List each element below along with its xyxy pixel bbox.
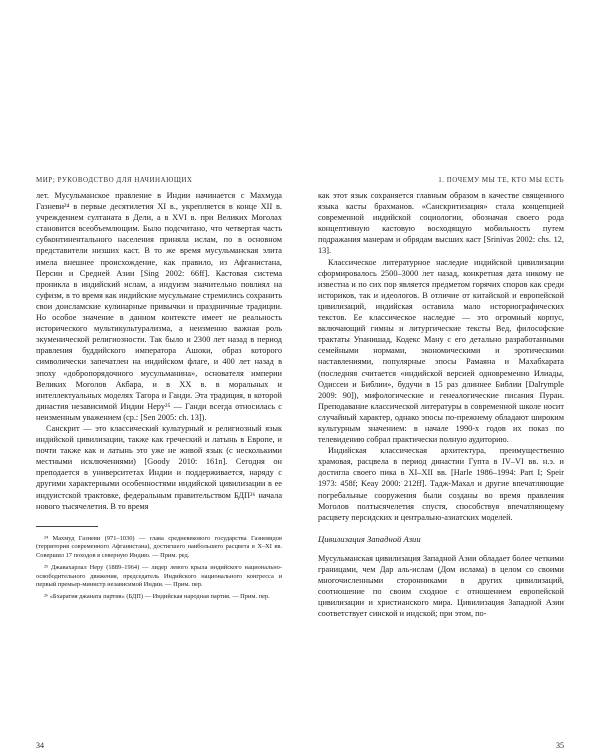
footnote-separator — [36, 526, 98, 527]
footnote-26: ²⁶ «Бхаратия джаната партия» (БДП) — Индийская народная партия. — Прим. пер. — [44, 592, 270, 600]
right-page — [318, 176, 564, 750]
footnote-25: ²⁵ Джавахарлал Неру (1889–1964) — лидер левого крыла индийского национально-освободительного движения, председатель Индийского национального конгресса и первый премьер-министр независимой Индии. — Прим. пер. — [36, 563, 282, 589]
right-paragraph-2: Классическое литературное наследие индийской цивилизации сформировалось 2500–3000 лет назад, конкретная дата никому не известна и по сих пор является предметом горячих споров как среди историков, так и идеологов. В отличие от китайской и европейской цивилизаций, индийская оставила мало историографических текстов. Ее классическое наследие — это огромный корпус, включающий гимны и литургические тексты Вед, философские трактаты Упанишад, Кодекс Ману с его детально разработанными семейными нормами, экономическими и эротическими наставлениями, популярные эпосы Рамаяна и Махабхарата (последняя считается «индийской версией одновременно Илиады, Одиссеи и Библии», будучи в 15 раз длиннее Библии [Dalrymple 2009: 90]), мифологические и генеалогические писания Пуран. Преподавание классической литературы в современной школе носит случайный характер, однако эпосы по-прежнему обладают широким культурным значением: в начале 1990-х годов их показ по телевидению собрал практически полную аудиторию. — [318, 257, 564, 445]
left-page — [36, 176, 282, 750]
right-paragraph-4: Мусульманская цивилизация Западной Азии обладает более четкими границами, чем Дар аль-ислам (Дом ислама) в целом со своими многочисленными сторонниками в других цивилизаций, соотношение по своим сходное с отношением европейской цивилизации и христианского мира. Цивилизация Западной Азии соответствует синской и индской; при этом, по- — [318, 553, 564, 619]
left-paragraph-2: Санскрит — это классический культурный и религиозный язык индийской цивилизации, также как греческий и латынь в Европе, и почти также как и латынь это уже не живой язык (с несколькими местными исключениями) [Goody 2010: 161n]. Сегодня он преподается в университетах Индии и поддерживается, наряду с другими характерными особенностями индийской цивилизации в ее индуистской трактовке, федеральным правительством БДП²⁶ начала нового тысячелетия. В то время — [36, 423, 282, 511]
right-page-number: 35 — [556, 741, 564, 750]
footnotes — [36, 535, 282, 602]
right-paragraph-1: как этот язык сохраняется главным образом в качестве священного языка касты брахманов. «Санскритизация» стала концепцией современной индийской социологии, обозначая своего рода концептивную кастовую восходящую мобильность путем подражания манерам и обрядам высших каст [Srinivas 2002: chs. 12, 13]. — [318, 191, 564, 256]
footnote-24: ²⁴ Махмуд Газневи (971–1030) — глава средневекового государства Газневидов (территория современного Афганистана), достигшего наибольшего расцвета в X–XI вв. Совершил 17 походов в северную Индию. — Прим. ред. — [36, 534, 282, 560]
left-page-number: 34 — [36, 741, 44, 750]
right-paragraph-3: Индийская классическая архитектура, преимущественно храмовая, расцвела в период династии Гупта в IV–VI вв. н.э. и достигла своего пика в XI–XII вв. [Harle 1986–1994: Part I; Speir 1973: 458f; Keay 2000: 212ff]. Тадж-Махал и другие впечатляющие погребальные сооружения были созданы во время правления Моголов полтысячелетия спустя, способствуя впечатляющему расцвету персидских и центрально-азиатских моделей. — [318, 446, 564, 522]
right-body-text — [318, 190, 564, 619]
left-running-head: МИР; РУКОВОДСТВО ДЛЯ НАЧИНАЮЩИХ — [36, 176, 193, 184]
left-paragraph-1: лет. Мусульманское правление в Индии начинается с Махмуда Газневи²⁴ в первые десятилетия XI в., укрепляется в конце XII в. учреждением султаната в Дели, а в XVI в. при Великих Моголах становится всеобъемлющим. Было подсчитано, что четвертая часть субконтинентального населения приняла ислам, по в основном представители низших каст. В то же время мусульманская элита имела внешнее происхождение, как правило, из Афганистана, Персии и Средней Азии [Sing 2002: 66ff]. Кастовая система проникла в индийский ислам, а индуизм значительно повлиял на суфизм, в то время как индийские мусульмане стремились сохранить свои доисламские кулинарные привычки и праздничные традиции. Но особое значение в данном контексте имеет не реальность исторического мультикультурализма, а неизменно важная роль экуменической религиозности. Так было и 2300 лет назад в период правления буддийского императора Ашоки, образ которого символически запечатлен на индийском флаге, и 400 лет назад в эпоху «добропорядочного мусульманина», основателя империи Великих Моголов Акбара, и в XX в. в моральных и интеллектуальных моделях Тагора и Ганди. Эта традиция, в которой династия независимой Индии Неру²⁵ — Ганди всегда относилась с неизменным уважением (ср.: [Sen 2005: ch. 13]). — [36, 191, 282, 422]
section-subheading: Цивилизация Западной Азии — [318, 533, 421, 544]
right-running-head: 1. ПОЧЕМУ МЫ ТЕ, КТО МЫ ЕСТЬ — [438, 176, 564, 184]
left-body-text — [36, 190, 282, 512]
